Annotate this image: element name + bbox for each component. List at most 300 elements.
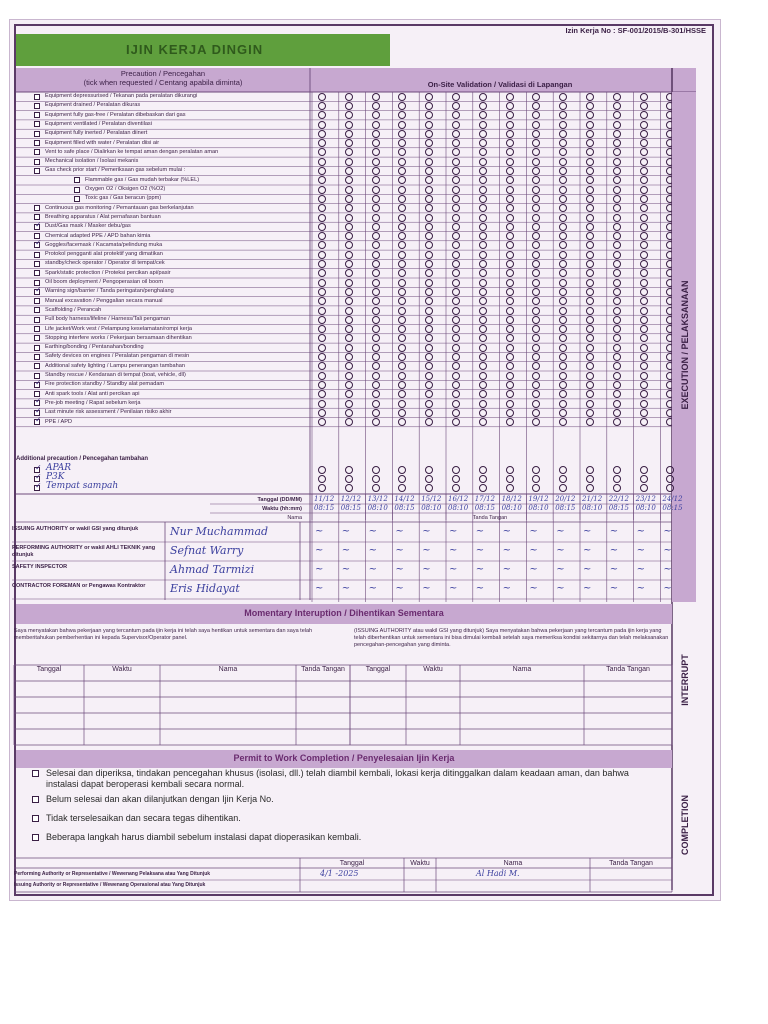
- validation-circle[interactable]: [586, 466, 594, 474]
- validation-circle[interactable]: [479, 307, 487, 315]
- validation-circle[interactable]: [479, 372, 487, 380]
- validation-circle[interactable]: [586, 158, 594, 166]
- validation-circle[interactable]: [318, 195, 326, 203]
- precaution-checkbox[interactable]: [74, 177, 80, 183]
- validation-circle[interactable]: [586, 279, 594, 287]
- validation-circle[interactable]: [425, 372, 433, 380]
- validation-circle[interactable]: [506, 232, 514, 240]
- validation-circle[interactable]: [452, 223, 460, 231]
- validation-circle[interactable]: [318, 316, 326, 324]
- validation-circle[interactable]: [345, 316, 353, 324]
- validation-circle[interactable]: [506, 353, 514, 361]
- precaution-checkbox[interactable]: [34, 149, 40, 155]
- validation-circle[interactable]: [479, 260, 487, 268]
- validation-circle[interactable]: [532, 93, 540, 101]
- validation-circle[interactable]: [398, 279, 406, 287]
- validation-circle[interactable]: [586, 344, 594, 352]
- validation-circle[interactable]: [318, 353, 326, 361]
- validation-circle[interactable]: [345, 475, 353, 483]
- validation-circle[interactable]: [372, 466, 380, 474]
- validation-circle[interactable]: [372, 158, 380, 166]
- validation-circle[interactable]: [506, 372, 514, 380]
- validation-circle[interactable]: [452, 316, 460, 324]
- validation-circle[interactable]: [613, 344, 621, 352]
- validation-circle[interactable]: [452, 121, 460, 129]
- validation-circle[interactable]: [479, 158, 487, 166]
- validation-circle[interactable]: [613, 381, 621, 389]
- validation-circle[interactable]: [345, 325, 353, 333]
- precaution-checkbox[interactable]: [34, 335, 40, 341]
- validation-circle[interactable]: [613, 260, 621, 268]
- validation-circle[interactable]: [506, 475, 514, 483]
- validation-circle[interactable]: [479, 214, 487, 222]
- validation-circle[interactable]: [372, 241, 380, 249]
- validation-circle[interactable]: [613, 186, 621, 194]
- validation-circle[interactable]: [452, 251, 460, 259]
- validation-circle[interactable]: [425, 409, 433, 417]
- validation-circle[interactable]: [532, 279, 540, 287]
- validation-circle[interactable]: [613, 93, 621, 101]
- precaution-checkbox[interactable]: [34, 159, 40, 165]
- completion-checkbox[interactable]: [32, 796, 39, 803]
- validation-circle[interactable]: [506, 93, 514, 101]
- validation-circle[interactable]: [318, 251, 326, 259]
- validation-circle[interactable]: [506, 251, 514, 259]
- validation-circle[interactable]: [506, 241, 514, 249]
- precaution-checkbox[interactable]: [34, 354, 40, 360]
- validation-circle[interactable]: [586, 307, 594, 315]
- validation-circle[interactable]: [372, 334, 380, 342]
- validation-circle[interactable]: [345, 344, 353, 352]
- validation-circle[interactable]: [640, 121, 648, 129]
- validation-circle[interactable]: [372, 251, 380, 259]
- precaution-checkbox[interactable]: [34, 224, 40, 230]
- validation-circle[interactable]: [318, 121, 326, 129]
- validation-circle[interactable]: [345, 93, 353, 101]
- validation-circle[interactable]: [640, 195, 648, 203]
- validation-circle[interactable]: [479, 223, 487, 231]
- validation-circle[interactable]: [345, 381, 353, 389]
- validation-circle[interactable]: [345, 288, 353, 296]
- validation-circle[interactable]: [640, 381, 648, 389]
- precaution-checkbox[interactable]: [34, 289, 40, 295]
- validation-circle[interactable]: [613, 400, 621, 408]
- validation-circle[interactable]: [318, 381, 326, 389]
- validation-circle[interactable]: [345, 223, 353, 231]
- validation-circle[interactable]: [506, 111, 514, 119]
- validation-circle[interactable]: [372, 390, 380, 398]
- validation-circle[interactable]: [506, 223, 514, 231]
- precaution-checkbox[interactable]: [74, 187, 80, 193]
- validation-circle[interactable]: [372, 214, 380, 222]
- precaution-checkbox[interactable]: [34, 205, 40, 211]
- validation-circle[interactable]: [372, 195, 380, 203]
- validation-circle[interactable]: [479, 204, 487, 212]
- validation-circle[interactable]: [372, 316, 380, 324]
- validation-circle[interactable]: [532, 307, 540, 315]
- validation-circle[interactable]: [586, 251, 594, 259]
- validation-circle[interactable]: [640, 390, 648, 398]
- validation-circle[interactable]: [506, 362, 514, 370]
- validation-circle[interactable]: [559, 409, 567, 417]
- validation-circle[interactable]: [613, 167, 621, 175]
- validation-circle[interactable]: [452, 102, 460, 110]
- validation-circle[interactable]: [506, 260, 514, 268]
- validation-circle[interactable]: [372, 186, 380, 194]
- validation-circle[interactable]: [372, 279, 380, 287]
- validation-circle[interactable]: [506, 279, 514, 287]
- validation-circle[interactable]: [613, 307, 621, 315]
- validation-circle[interactable]: [586, 130, 594, 138]
- validation-circle[interactable]: [559, 214, 567, 222]
- validation-circle[interactable]: [425, 251, 433, 259]
- validation-circle[interactable]: [532, 400, 540, 408]
- validation-circle[interactable]: [452, 195, 460, 203]
- validation-circle[interactable]: [479, 409, 487, 417]
- validation-circle[interactable]: [398, 186, 406, 194]
- validation-circle[interactable]: [318, 223, 326, 231]
- validation-circle[interactable]: [425, 400, 433, 408]
- validation-circle[interactable]: [506, 195, 514, 203]
- validation-circle[interactable]: [506, 167, 514, 175]
- validation-circle[interactable]: [372, 372, 380, 380]
- validation-circle[interactable]: [345, 111, 353, 119]
- validation-circle[interactable]: [506, 344, 514, 352]
- validation-circle[interactable]: [452, 381, 460, 389]
- validation-circle[interactable]: [452, 130, 460, 138]
- precaution-checkbox[interactable]: [34, 345, 40, 351]
- validation-circle[interactable]: [506, 334, 514, 342]
- validation-circle[interactable]: [479, 102, 487, 110]
- validation-circle[interactable]: [613, 372, 621, 380]
- validation-circle[interactable]: [479, 195, 487, 203]
- additional-checkbox[interactable]: [34, 485, 40, 491]
- precaution-checkbox[interactable]: [34, 168, 40, 174]
- validation-circle[interactable]: [559, 121, 567, 129]
- precaution-checkbox[interactable]: [34, 270, 40, 276]
- validation-circle[interactable]: [640, 139, 648, 147]
- validation-circle[interactable]: [345, 186, 353, 194]
- validation-circle[interactable]: [372, 130, 380, 138]
- validation-circle[interactable]: [613, 121, 621, 129]
- precaution-checkbox[interactable]: [34, 261, 40, 267]
- validation-circle[interactable]: [613, 214, 621, 222]
- validation-circle[interactable]: [640, 204, 648, 212]
- validation-circle[interactable]: [559, 307, 567, 315]
- validation-circle[interactable]: [452, 167, 460, 175]
- validation-circle[interactable]: [479, 325, 487, 333]
- validation-circle[interactable]: [640, 475, 648, 483]
- validation-circle[interactable]: [586, 484, 594, 492]
- validation-circle[interactable]: [640, 223, 648, 231]
- validation-circle[interactable]: [640, 148, 648, 156]
- validation-circle[interactable]: [613, 418, 621, 426]
- validation-circle[interactable]: [452, 475, 460, 483]
- validation-circle[interactable]: [640, 466, 648, 474]
- validation-circle[interactable]: [532, 372, 540, 380]
- validation-circle[interactable]: [425, 307, 433, 315]
- validation-circle[interactable]: [345, 279, 353, 287]
- validation-circle[interactable]: [372, 475, 380, 483]
- precaution-checkbox[interactable]: [34, 131, 40, 137]
- validation-circle[interactable]: [640, 269, 648, 277]
- validation-circle[interactable]: [586, 167, 594, 175]
- precaution-checkbox[interactable]: [34, 112, 40, 118]
- validation-circle[interactable]: [452, 353, 460, 361]
- validation-circle[interactable]: [425, 130, 433, 138]
- validation-circle[interactable]: [586, 102, 594, 110]
- validation-circle[interactable]: [559, 251, 567, 259]
- precaution-checkbox[interactable]: [34, 326, 40, 332]
- validation-circle[interactable]: [506, 139, 514, 147]
- validation-circle[interactable]: [586, 195, 594, 203]
- validation-circle[interactable]: [398, 93, 406, 101]
- validation-circle[interactable]: [345, 195, 353, 203]
- validation-circle[interactable]: [613, 204, 621, 212]
- validation-circle[interactable]: [398, 307, 406, 315]
- validation-circle[interactable]: [586, 381, 594, 389]
- validation-circle[interactable]: [425, 158, 433, 166]
- validation-circle[interactable]: [318, 344, 326, 352]
- validation-circle[interactable]: [640, 344, 648, 352]
- validation-circle[interactable]: [372, 148, 380, 156]
- validation-circle[interactable]: [372, 409, 380, 417]
- validation-circle[interactable]: [613, 111, 621, 119]
- validation-circle[interactable]: [613, 130, 621, 138]
- validation-circle[interactable]: [479, 121, 487, 129]
- validation-circle[interactable]: [586, 121, 594, 129]
- validation-circle[interactable]: [613, 232, 621, 240]
- validation-circle[interactable]: [372, 484, 380, 492]
- validation-circle[interactable]: [586, 186, 594, 194]
- validation-circle[interactable]: [345, 372, 353, 380]
- validation-circle[interactable]: [613, 279, 621, 287]
- validation-circle[interactable]: [640, 232, 648, 240]
- validation-circle[interactable]: [640, 362, 648, 370]
- validation-circle[interactable]: [586, 475, 594, 483]
- validation-circle[interactable]: [640, 130, 648, 138]
- validation-circle[interactable]: [613, 297, 621, 305]
- validation-circle[interactable]: [345, 121, 353, 129]
- validation-circle[interactable]: [586, 409, 594, 417]
- validation-circle[interactable]: [586, 214, 594, 222]
- validation-circle[interactable]: [640, 484, 648, 492]
- validation-circle[interactable]: [345, 260, 353, 268]
- validation-circle[interactable]: [506, 418, 514, 426]
- validation-circle[interactable]: [372, 102, 380, 110]
- validation-circle[interactable]: [506, 204, 514, 212]
- precaution-checkbox[interactable]: [34, 298, 40, 304]
- validation-circle[interactable]: [452, 372, 460, 380]
- validation-circle[interactable]: [479, 139, 487, 147]
- validation-circle[interactable]: [372, 232, 380, 240]
- validation-circle[interactable]: [640, 400, 648, 408]
- validation-circle[interactable]: [372, 297, 380, 305]
- validation-circle[interactable]: [372, 204, 380, 212]
- precaution-checkbox[interactable]: [34, 382, 40, 388]
- validation-circle[interactable]: [345, 232, 353, 240]
- validation-circle[interactable]: [640, 167, 648, 175]
- validation-circle[interactable]: [318, 186, 326, 194]
- validation-circle[interactable]: [479, 297, 487, 305]
- validation-circle[interactable]: [345, 409, 353, 417]
- validation-circle[interactable]: [479, 390, 487, 398]
- validation-circle[interactable]: [372, 418, 380, 426]
- validation-circle[interactable]: [506, 288, 514, 296]
- validation-circle[interactable]: [613, 325, 621, 333]
- validation-circle[interactable]: [345, 130, 353, 138]
- validation-circle[interactable]: [479, 418, 487, 426]
- completion-checkbox[interactable]: [32, 815, 39, 822]
- validation-circle[interactable]: [425, 316, 433, 324]
- validation-circle[interactable]: [479, 288, 487, 296]
- precaution-checkbox[interactable]: [34, 307, 40, 313]
- validation-circle[interactable]: [425, 186, 433, 194]
- validation-circle[interactable]: [318, 93, 326, 101]
- precaution-checkbox[interactable]: [34, 140, 40, 146]
- precaution-checkbox[interactable]: [34, 419, 40, 425]
- validation-circle[interactable]: [425, 279, 433, 287]
- validation-circle[interactable]: [506, 121, 514, 129]
- validation-circle[interactable]: [479, 466, 487, 474]
- validation-circle[interactable]: [613, 316, 621, 324]
- validation-circle[interactable]: [586, 260, 594, 268]
- validation-circle[interactable]: [345, 158, 353, 166]
- precaution-checkbox[interactable]: [34, 242, 40, 248]
- validation-circle[interactable]: [559, 400, 567, 408]
- validation-circle[interactable]: [479, 167, 487, 175]
- validation-circle[interactable]: [345, 400, 353, 408]
- validation-circle[interactable]: [452, 409, 460, 417]
- validation-circle[interactable]: [586, 353, 594, 361]
- validation-circle[interactable]: [345, 418, 353, 426]
- validation-circle[interactable]: [425, 344, 433, 352]
- validation-circle[interactable]: [345, 466, 353, 474]
- validation-circle[interactable]: [452, 214, 460, 222]
- validation-circle[interactable]: [372, 260, 380, 268]
- validation-circle[interactable]: [559, 130, 567, 138]
- validation-circle[interactable]: [613, 390, 621, 398]
- validation-circle[interactable]: [372, 111, 380, 119]
- validation-circle[interactable]: [372, 353, 380, 361]
- validation-circle[interactable]: [506, 269, 514, 277]
- validation-circle[interactable]: [372, 139, 380, 147]
- validation-circle[interactable]: [452, 484, 460, 492]
- validation-circle[interactable]: [640, 325, 648, 333]
- validation-circle[interactable]: [479, 475, 487, 483]
- validation-circle[interactable]: [640, 409, 648, 417]
- validation-circle[interactable]: [425, 223, 433, 231]
- validation-circle[interactable]: [640, 93, 648, 101]
- completion-checkbox[interactable]: [32, 834, 39, 841]
- validation-circle[interactable]: [372, 362, 380, 370]
- validation-circle[interactable]: [613, 466, 621, 474]
- validation-circle[interactable]: [372, 121, 380, 129]
- precaution-checkbox[interactable]: [34, 103, 40, 109]
- validation-circle[interactable]: [640, 251, 648, 259]
- validation-circle[interactable]: [318, 466, 326, 474]
- validation-circle[interactable]: [479, 232, 487, 240]
- validation-circle[interactable]: [479, 186, 487, 194]
- validation-circle[interactable]: [506, 316, 514, 324]
- validation-circle[interactable]: [506, 466, 514, 474]
- validation-circle[interactable]: [345, 307, 353, 315]
- validation-circle[interactable]: [506, 400, 514, 408]
- validation-circle[interactable]: [318, 214, 326, 222]
- validation-circle[interactable]: [452, 344, 460, 352]
- validation-circle[interactable]: [372, 93, 380, 101]
- validation-circle[interactable]: [506, 381, 514, 389]
- validation-circle[interactable]: [559, 279, 567, 287]
- validation-circle[interactable]: [586, 316, 594, 324]
- validation-circle[interactable]: [318, 158, 326, 166]
- validation-circle[interactable]: [398, 121, 406, 129]
- validation-circle[interactable]: [452, 466, 460, 474]
- validation-circle[interactable]: [452, 307, 460, 315]
- validation-circle[interactable]: [506, 148, 514, 156]
- completion-checkbox[interactable]: [32, 770, 39, 777]
- validation-circle[interactable]: [532, 121, 540, 129]
- validation-circle[interactable]: [479, 93, 487, 101]
- validation-circle[interactable]: [613, 475, 621, 483]
- validation-circle[interactable]: [613, 223, 621, 231]
- validation-circle[interactable]: [586, 372, 594, 380]
- validation-circle[interactable]: [398, 400, 406, 408]
- validation-circle[interactable]: [372, 176, 380, 184]
- validation-circle[interactable]: [640, 158, 648, 166]
- validation-circle[interactable]: [640, 279, 648, 287]
- validation-circle[interactable]: [479, 381, 487, 389]
- precaution-checkbox[interactable]: [34, 252, 40, 258]
- validation-circle[interactable]: [506, 130, 514, 138]
- validation-circle[interactable]: [345, 139, 353, 147]
- validation-circle[interactable]: [613, 484, 621, 492]
- validation-circle[interactable]: [372, 344, 380, 352]
- validation-circle[interactable]: [479, 251, 487, 259]
- validation-circle[interactable]: [640, 186, 648, 194]
- validation-circle[interactable]: [318, 484, 326, 492]
- validation-circle[interactable]: [613, 409, 621, 417]
- validation-circle[interactable]: [640, 372, 648, 380]
- validation-circle[interactable]: [345, 102, 353, 110]
- validation-circle[interactable]: [506, 158, 514, 166]
- validation-circle[interactable]: [345, 390, 353, 398]
- precaution-checkbox[interactable]: [34, 94, 40, 100]
- validation-circle[interactable]: [586, 223, 594, 231]
- validation-circle[interactable]: [318, 475, 326, 483]
- validation-circle[interactable]: [318, 307, 326, 315]
- validation-circle[interactable]: [425, 121, 433, 129]
- validation-circle[interactable]: [559, 93, 567, 101]
- validation-circle[interactable]: [559, 316, 567, 324]
- validation-circle[interactable]: [372, 325, 380, 333]
- validation-circle[interactable]: [506, 325, 514, 333]
- validation-circle[interactable]: [345, 204, 353, 212]
- validation-circle[interactable]: [506, 307, 514, 315]
- validation-circle[interactable]: [345, 214, 353, 222]
- validation-circle[interactable]: [640, 214, 648, 222]
- validation-circle[interactable]: [506, 297, 514, 305]
- validation-circle[interactable]: [479, 400, 487, 408]
- validation-circle[interactable]: [506, 186, 514, 194]
- validation-circle[interactable]: [613, 102, 621, 110]
- validation-circle[interactable]: [506, 409, 514, 417]
- validation-circle[interactable]: [613, 195, 621, 203]
- validation-circle[interactable]: [318, 372, 326, 380]
- precaution-checkbox[interactable]: [34, 363, 40, 369]
- validation-circle[interactable]: [559, 344, 567, 352]
- validation-circle[interactable]: [372, 307, 380, 315]
